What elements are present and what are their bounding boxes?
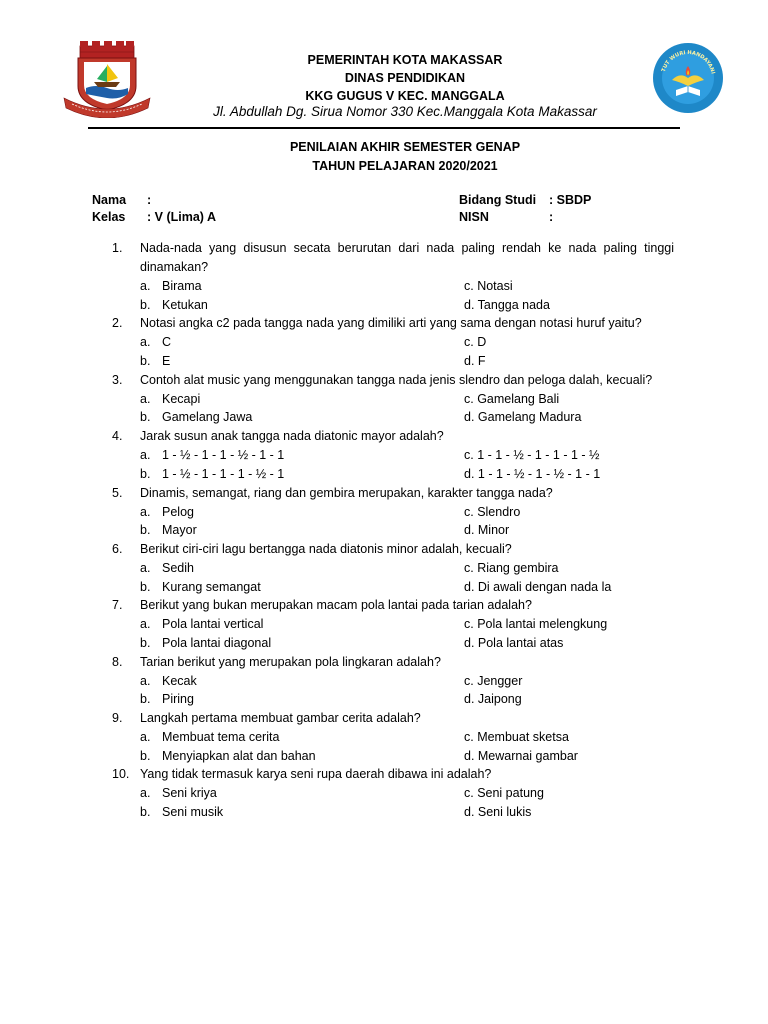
option-d: d. Tangga nada: [464, 297, 550, 312]
option-letter: b.: [140, 523, 151, 538]
option-b: Mayor: [162, 523, 197, 538]
option-letter: b.: [140, 635, 151, 650]
option-d: d. Pola lantai atas: [464, 635, 564, 650]
option-letter: a.: [140, 448, 151, 463]
option-letter: a.: [140, 335, 151, 350]
letterhead-line-1: PEMERINTAH KOTA MAKASSAR: [307, 53, 503, 67]
option-a: Seni kriya: [162, 786, 217, 801]
question-item: [0, 314, 768, 370]
option-d: d. F: [464, 354, 486, 369]
question-number: 5.: [112, 485, 123, 500]
option-b: Pola lantai diagonal: [162, 635, 272, 650]
option-b: Kurang semangat: [162, 579, 261, 594]
question-text: Berikut yang bukan merupakan macam pola lantai pada tarian adalah?: [140, 598, 532, 613]
option-a: Membuat tema cerita: [162, 730, 280, 744]
question-number: 3.: [112, 372, 123, 387]
nisn-label: NISN: [459, 210, 489, 224]
option-c: c. Gamelang Bali: [464, 391, 560, 406]
option-a: Sedih: [162, 560, 194, 575]
option-letter: a.: [140, 786, 151, 801]
option-c: c. Pola lantai melengkung: [464, 617, 608, 632]
question-number: 4.: [112, 429, 123, 444]
question-item: [0, 427, 768, 483]
makassar-emblem-logo: [62, 38, 152, 118]
question-number: 7.: [112, 598, 123, 613]
option-c: c. Membuat sketsa: [464, 730, 569, 744]
option-a: C: [162, 335, 172, 350]
option-c: c. 1 - 1 - ½ - 1 - 1 - 1 - ½: [464, 448, 600, 463]
question-item: [0, 540, 768, 596]
option-c: c. Notasi: [464, 279, 513, 293]
letterhead-line-3: KKG GUGUS V KEC. MANGGALA: [305, 89, 505, 103]
option-letter: a.: [140, 504, 151, 519]
question-item: [0, 484, 768, 540]
question-number: 2.: [112, 316, 123, 331]
subject-label: Bidang Studi: [459, 193, 537, 207]
letterhead-line-2: DINAS PENDIDIKAN: [344, 71, 466, 85]
tut-wuri-handayani-logo: [652, 42, 724, 114]
option-a: Kecak: [162, 673, 197, 688]
option-letter: b.: [140, 692, 151, 707]
option-letter: b.: [140, 748, 151, 763]
option-c: c. Slendro: [464, 504, 521, 519]
question-text: Tarian berikut yang merupakan pola lingkaran adalah?: [140, 654, 441, 669]
question-item: [0, 596, 768, 652]
subject-value: : SBDP: [549, 193, 592, 207]
option-a: Birama: [162, 279, 202, 293]
option-b: E: [162, 354, 171, 369]
question-text: Nada-nada yang disusun secata berurutan dari nada paling rendah ke nada paling tinggi dinamakan?: [140, 241, 674, 274]
option-letter: a.: [140, 391, 151, 406]
option-a: Pelog: [162, 504, 194, 519]
option-b: 1 - ½ - 1 - 1 - 1 - ½ - 1: [162, 466, 285, 481]
question-item: [0, 239, 768, 314]
question-list: [0, 239, 768, 822]
question-text: Jarak susun anak tangga nada diatonic mayor adalah?: [140, 429, 444, 444]
question-item: [0, 653, 768, 709]
option-letter: a.: [140, 279, 151, 293]
logo-motto-text: TUT WURI HANDAYANI: [660, 49, 716, 75]
option-d: d. 1 - 1 - ½ - 1 - ½ - 1 - 1: [464, 466, 601, 481]
option-a: Pola lantai vertical: [162, 617, 264, 632]
option-c: c. D: [464, 335, 487, 350]
question-number: 8.: [112, 654, 123, 669]
question-number: 6.: [112, 541, 123, 556]
option-a: 1 - ½ - 1 - 1 - ½ - 1 - 1: [162, 448, 285, 463]
class-label: Kelas: [92, 210, 126, 224]
option-letter: b.: [140, 466, 151, 481]
option-letter: a.: [140, 673, 151, 688]
option-c: c. Riang gembira: [464, 560, 559, 575]
letterhead-rule: [88, 127, 680, 129]
option-letter: b.: [140, 297, 151, 312]
option-letter: b.: [140, 805, 151, 820]
option-letter: b.: [140, 354, 151, 369]
class-value: : V (Lima) A: [147, 210, 216, 224]
question-text: Berikut ciri-ciri lagu bertangga nada diatonis minor adalah, kecuali?: [140, 541, 512, 556]
option-d: d. Mewarnai gambar: [464, 748, 578, 763]
question-text: Yang tidak termasuk karya seni rupa daerah dibawa ini adalah?: [140, 767, 492, 782]
option-b: Gamelang Jawa: [162, 410, 253, 425]
question-item: [0, 709, 768, 765]
option-b: Menyiapkan alat dan bahan: [162, 748, 316, 763]
letterhead-address: Jl. Abdullah Dg. Sirua Nomor 330 Kec.Manggala Kota Makassar: [213, 104, 597, 119]
option-d: d. Jaipong: [464, 692, 522, 707]
name-value: :: [147, 193, 152, 207]
exam-year: TAHUN PELAJARAN 2020/2021: [312, 159, 498, 173]
option-letter: a.: [140, 560, 151, 575]
question-text: Dinamis, semangat, riang dan gembira merupakan, karakter tangga nada?: [140, 485, 553, 500]
option-c: c. Seni patung: [464, 786, 544, 801]
question-number: 1.: [112, 241, 123, 255]
option-letter: b.: [140, 579, 151, 594]
option-b: Ketukan: [162, 297, 208, 312]
option-d: d. Minor: [464, 523, 510, 538]
name-label: Nama: [92, 193, 127, 207]
option-d: d. Di awali dengan nada la: [464, 579, 612, 594]
option-d: d. Seni lukis: [464, 805, 532, 820]
option-letter: b.: [140, 410, 151, 425]
option-letter: a.: [140, 730, 151, 744]
question-text: Contoh alat music yang menggunakan tangga nada jenis slendro dan peloga dalah, kecuali?: [140, 372, 653, 387]
option-d: d. Gamelang Madura: [464, 410, 582, 425]
nisn-value: :: [549, 210, 554, 224]
question-number: 10.: [112, 767, 130, 782]
question-item: [0, 765, 768, 821]
question-text: Notasi angka c2 pada tangga nada yang dimiliki arti yang sama dengan notasi huruf yaitu?: [140, 316, 642, 331]
option-letter: a.: [140, 617, 151, 632]
question-item: [0, 371, 768, 427]
option-a: Kecapi: [162, 391, 201, 406]
exam-title: PENILAIAN AKHIR SEMESTER GENAP: [289, 140, 521, 154]
question-text: Langkah pertama membuat gambar cerita adalah?: [140, 711, 421, 725]
option-c: c. Jengger: [464, 673, 523, 688]
question-number: 9.: [112, 711, 123, 725]
option-b: Seni musik: [162, 805, 224, 820]
option-b: Piring: [162, 692, 194, 707]
